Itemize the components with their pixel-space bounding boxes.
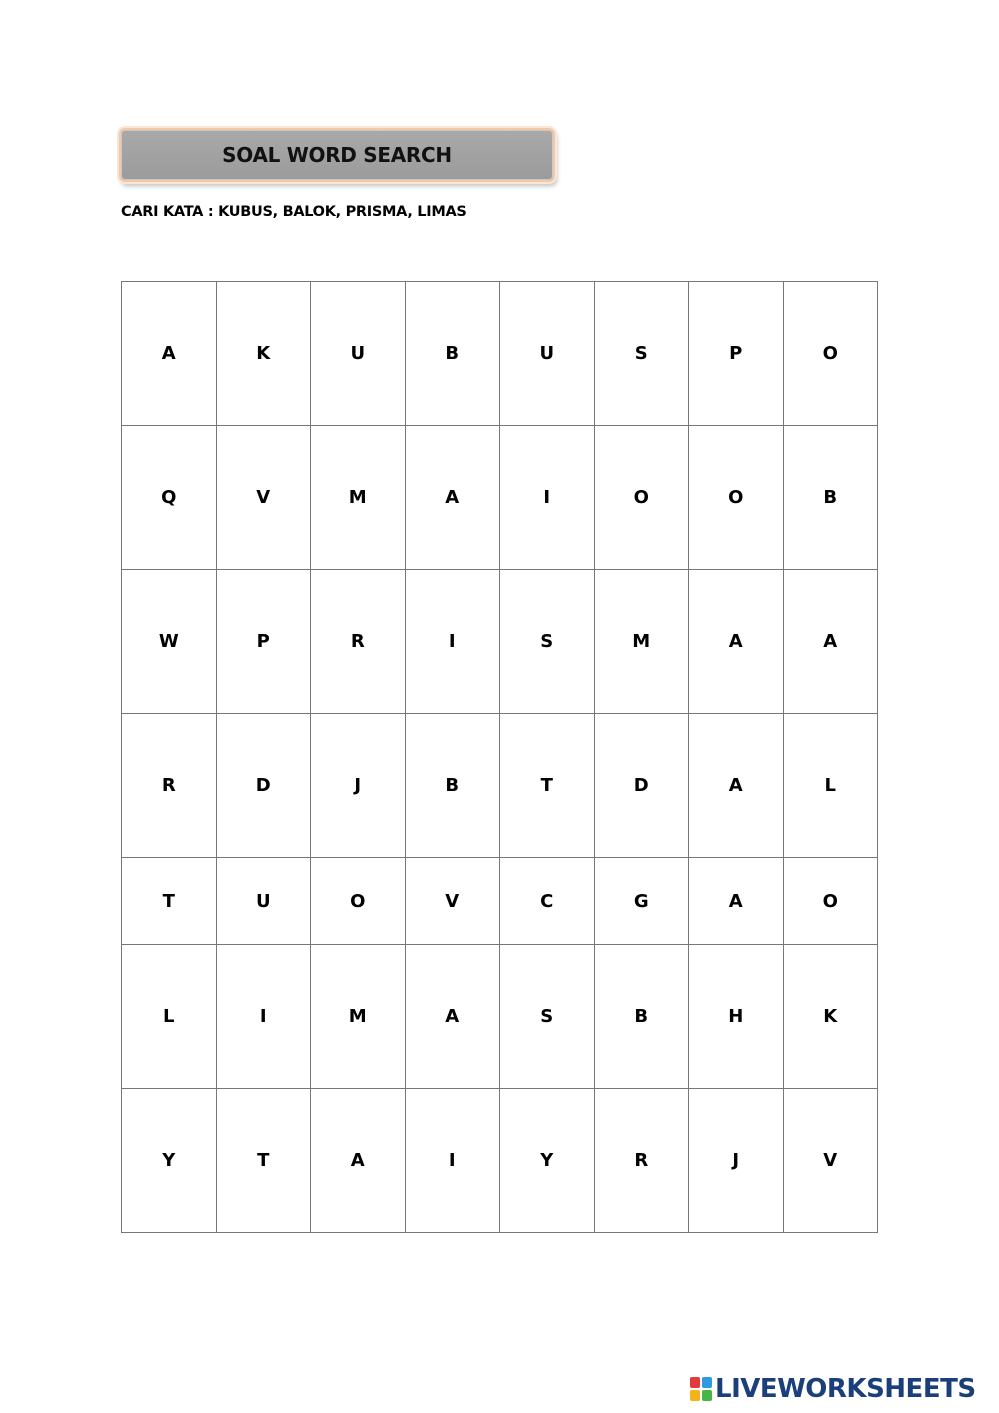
grid-cell[interactable]: G (594, 858, 689, 945)
grid-cell[interactable]: U (500, 282, 595, 426)
grid-cell[interactable]: Y (122, 1089, 217, 1233)
grid-cell[interactable]: U (216, 858, 311, 945)
grid-row (122, 945, 878, 1089)
grid-cell[interactable]: V (783, 1089, 878, 1233)
grid-cell[interactable]: V (405, 858, 500, 945)
logo-square-red (690, 1377, 700, 1388)
grid-cell[interactable]: T (500, 714, 595, 858)
grid-cell[interactable]: B (594, 945, 689, 1089)
title-banner (119, 128, 555, 182)
liveworksheets-logo (690, 1374, 976, 1404)
grid-cell[interactable]: Y (500, 1089, 595, 1233)
grid-cell[interactable]: O (311, 858, 406, 945)
grid-cell[interactable]: S (500, 945, 595, 1089)
instructions-text: CARI KATA : KUBUS, BALOK, PRISMA, LIMAS (121, 204, 467, 220)
grid-cell[interactable]: J (689, 1089, 784, 1233)
grid-cell[interactable]: M (594, 570, 689, 714)
grid-cell[interactable]: K (783, 945, 878, 1089)
grid-cell[interactable]: O (689, 426, 784, 570)
grid-cell[interactable]: A (122, 282, 217, 426)
grid-cell[interactable]: Q (122, 426, 217, 570)
grid-cell[interactable]: O (783, 282, 878, 426)
grid-cell[interactable]: R (122, 714, 217, 858)
grid-cell[interactable]: I (405, 570, 500, 714)
grid-cell[interactable]: A (689, 570, 784, 714)
grid-cell[interactable]: A (783, 570, 878, 714)
grid-cell[interactable]: V (216, 426, 311, 570)
grid-cell[interactable]: D (594, 714, 689, 858)
grid-cell[interactable]: T (216, 1089, 311, 1233)
grid-cell[interactable]: A (405, 945, 500, 1089)
word-search-grid (121, 281, 878, 1233)
liveworksheets-logo-icon (690, 1377, 712, 1401)
grid-cell[interactable]: B (783, 426, 878, 570)
grid-cell[interactable]: M (311, 426, 406, 570)
grid-row (122, 858, 878, 945)
grid-cell[interactable]: L (122, 945, 217, 1089)
logo-square-blue (702, 1377, 712, 1388)
grid-row (122, 1089, 878, 1233)
grid-cell[interactable]: B (405, 714, 500, 858)
grid-row (122, 714, 878, 858)
grid-cell[interactable]: S (500, 570, 595, 714)
logo-square-green (702, 1390, 712, 1401)
grid-cell[interactable]: P (689, 282, 784, 426)
grid-cell[interactable]: M (311, 945, 406, 1089)
grid-cell[interactable]: B (405, 282, 500, 426)
grid-cell[interactable]: I (500, 426, 595, 570)
page-title: SOAL WORD SEARCH (222, 143, 452, 167)
word-search-grid-body (122, 282, 878, 1233)
grid-cell[interactable]: R (594, 1089, 689, 1233)
grid-cell[interactable]: A (311, 1089, 406, 1233)
grid-cell[interactable]: A (689, 714, 784, 858)
grid-cell[interactable]: W (122, 570, 217, 714)
grid-cell[interactable]: U (311, 282, 406, 426)
grid-cell[interactable]: J (311, 714, 406, 858)
grid-cell[interactable]: C (500, 858, 595, 945)
grid-cell[interactable]: A (689, 858, 784, 945)
grid-cell[interactable]: O (594, 426, 689, 570)
grid-cell[interactable]: K (216, 282, 311, 426)
grid-row (122, 426, 878, 570)
grid-row (122, 570, 878, 714)
grid-cell[interactable]: R (311, 570, 406, 714)
grid-cell[interactable]: H (689, 945, 784, 1089)
grid-cell[interactable]: I (405, 1089, 500, 1233)
grid-row (122, 282, 878, 426)
grid-cell[interactable]: P (216, 570, 311, 714)
grid-cell[interactable]: A (405, 426, 500, 570)
logo-square-yellow (690, 1390, 700, 1401)
grid-cell[interactable]: L (783, 714, 878, 858)
grid-cell[interactable]: T (122, 858, 217, 945)
grid-cell[interactable]: I (216, 945, 311, 1089)
grid-cell[interactable]: S (594, 282, 689, 426)
logo-text: LIVEWORKSHEETS (715, 1374, 976, 1404)
grid-cell[interactable]: O (783, 858, 878, 945)
grid-cell[interactable]: D (216, 714, 311, 858)
